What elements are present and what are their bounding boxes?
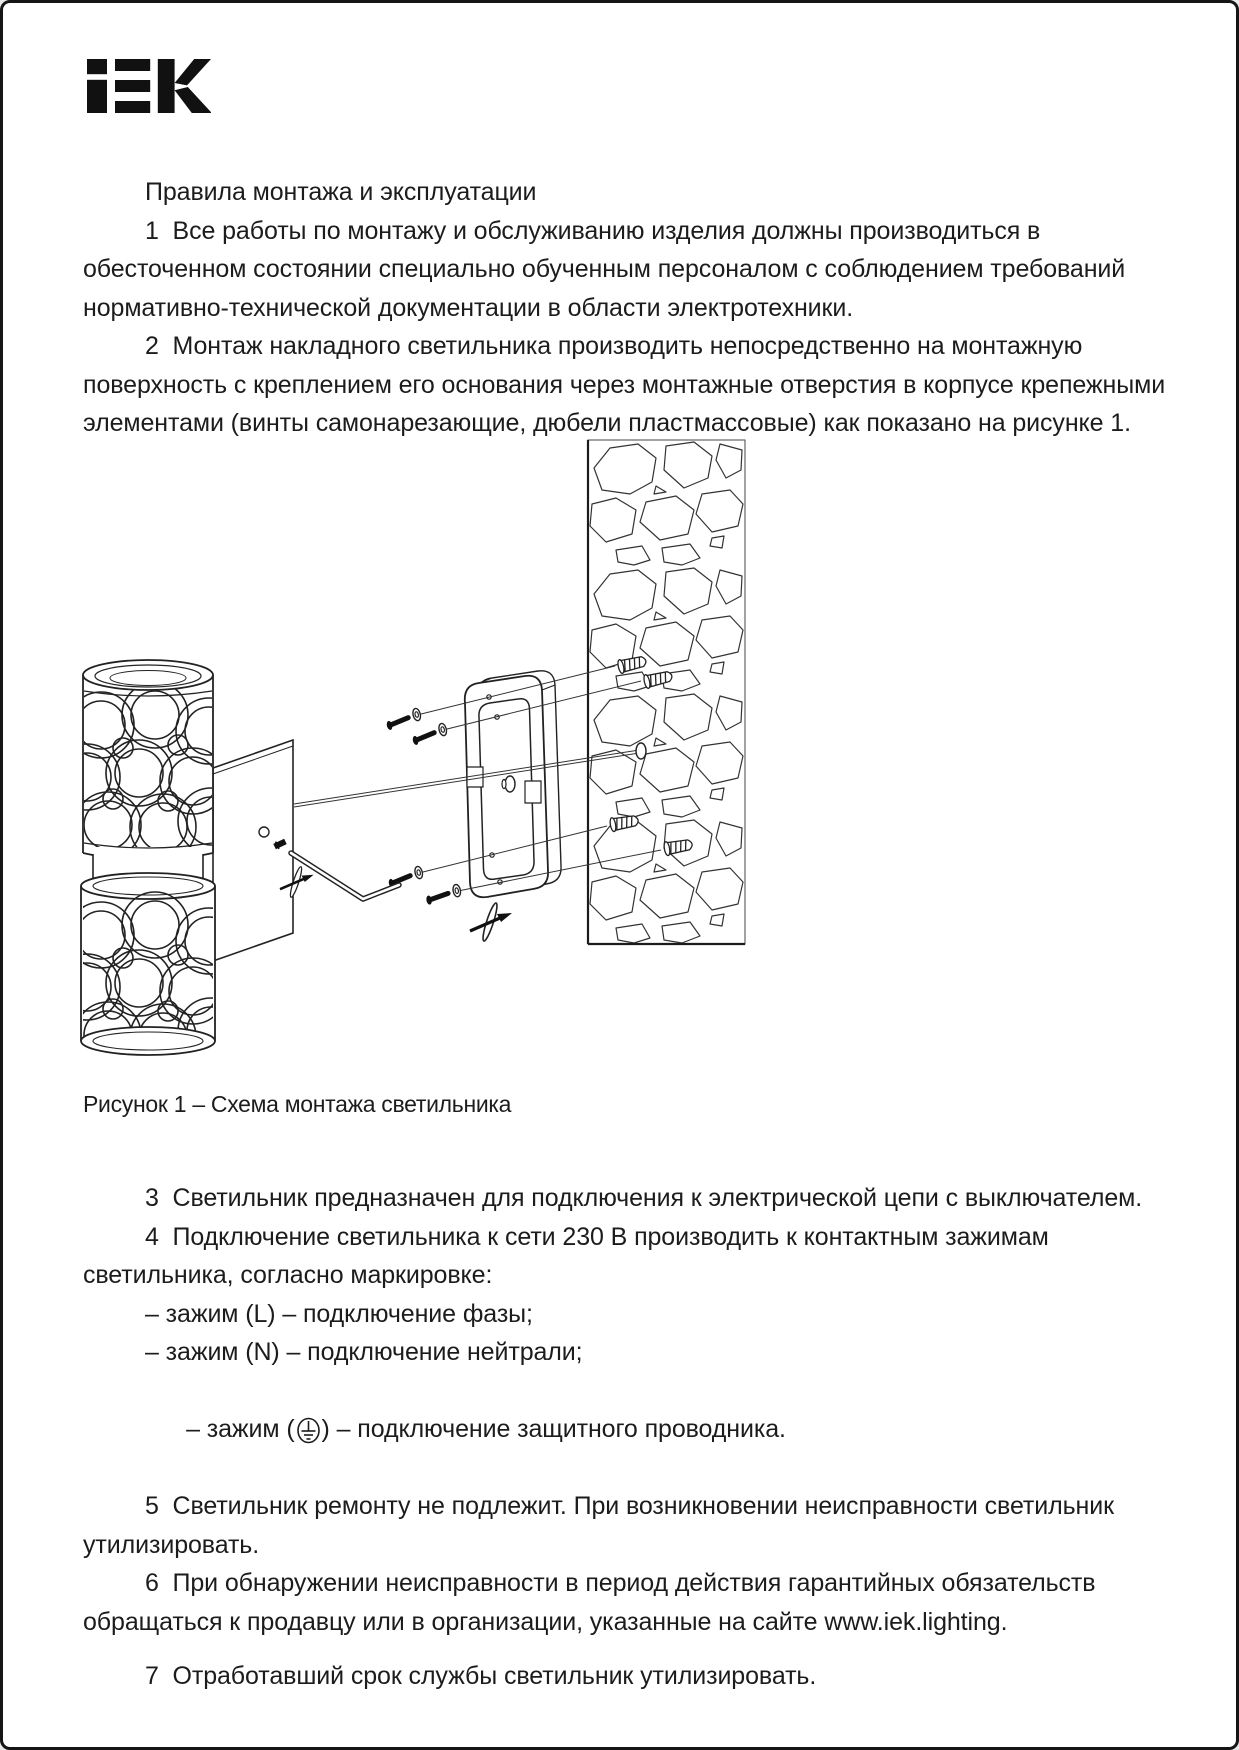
paragraph-line: 1 Все работы по монтажу и обслуживанию изделия должны производиться в xyxy=(145,216,1041,245)
connection-section xyxy=(83,1179,1183,1696)
paragraph-line: 3 Светильник предназначен для подключения к электрической цепи с выключателем. xyxy=(145,1184,1143,1212)
iek-logo xyxy=(87,59,211,113)
paragraph-line: 7 Отработавший срок службы светильник утилизировать. xyxy=(145,1662,817,1690)
paragraph-line: 2 Монтаж накладного светильника производить непосредственно на монтажную xyxy=(145,332,1083,360)
paragraph-line: светильника, согласно маркировке: xyxy=(83,1261,493,1289)
terminal-pe-line xyxy=(83,1372,1183,1488)
paragraph-line: обращаться к продавцу или в организации, указанные на сайте www.iek.lighting. xyxy=(83,1607,1008,1636)
wall-stone-texture xyxy=(588,440,745,944)
paragraph-line: утилизировать. xyxy=(83,1530,260,1559)
terminal-pe-suffix: ) – подключение защитного проводника. xyxy=(321,1415,786,1443)
iek-logo-icon xyxy=(87,59,211,113)
terminal-l-line: – зажим (L) – подключение фазы; xyxy=(145,1299,533,1328)
paragraph-line: поверхность с креплением его основания через монтажные отверстия в корпусе крепежными xyxy=(83,370,1166,399)
lamp-back-box xyxy=(213,740,293,961)
figure-caption: Рисунок 1 – Схема монтажа светильника xyxy=(83,1091,512,1117)
paragraph-line: 4 Подключение светильника к сети 230 В производить к контактным зажимам xyxy=(145,1222,1049,1251)
paragraph-line: элементами (винты самонарезающие, дюбели пластмассовые) как показано на рисунке 1. xyxy=(83,409,1131,437)
ground-symbol-icon xyxy=(295,1417,322,1444)
paragraph-line: 6 При обнаружении неисправности в период действия гарантийных обязательств xyxy=(145,1569,1096,1597)
paragraph-line: обесточенном состоянии специально обученным персоналом с соблюдением требований xyxy=(83,255,1126,283)
figure-1-diagram xyxy=(63,433,763,1078)
paragraph-line: 5 Светильник ремонту не подлежит. При возникновении неисправности светильник xyxy=(145,1492,1114,1520)
mounting-scheme-drawing xyxy=(63,433,763,1078)
rules-section xyxy=(83,173,1183,443)
terminal-pe-prefix: – зажим ( xyxy=(186,1415,295,1443)
terminal-n-line: – зажим (N) – подключение нейтрали; xyxy=(145,1338,583,1366)
section-heading: Правила монтажа и эксплуатации xyxy=(145,178,537,206)
paragraph-line: нормативно-технической документации в области электротехники. xyxy=(83,293,854,322)
screws-and-washers-icon xyxy=(385,708,462,905)
